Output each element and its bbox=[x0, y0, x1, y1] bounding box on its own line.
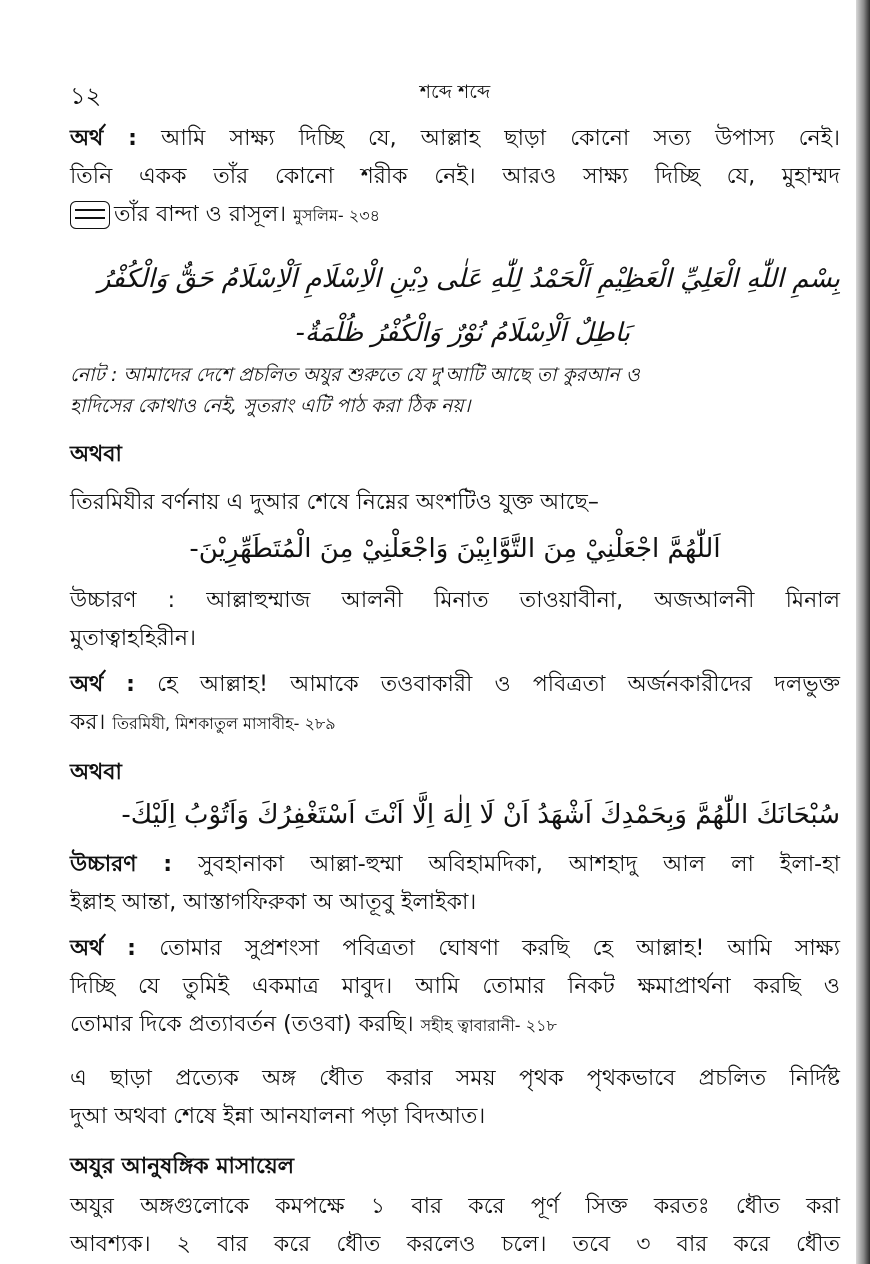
tirmidhi-intro bbox=[70, 484, 840, 522]
sallallahu-alaihi-wasallam-seal-icon bbox=[70, 201, 110, 229]
meaning-line-3: তোমার দিকে প্রত্যাবর্তন (তওবা) করছি। সহীহ ত্বাবারানী- ২১৮ bbox=[70, 1012, 557, 1037]
section-heading-masayel: অযুর আনুষঙ্গিক মাসায়েল bbox=[70, 1154, 295, 1179]
meaning-line-1: অর্থ : হে আল্লাহ! আমাকে তওবাকারী ও পবিত্রতা অর্জনকারীদের দলভুক্ত bbox=[70, 672, 841, 697]
bidah-line-1: এ ছাড়া প্রত্যেক অঙ্গ ধৌত করার সময় পৃথক পৃথকভাবে প্রচলিত নির্দিষ্ট bbox=[70, 1066, 840, 1091]
running-title: শব্দে শব্দে bbox=[419, 81, 491, 103]
pronunciation-line-1: উচ্চারণ : আল্লাহুম্মাজ আলনী মিনাত তাওয়াবীনা, অজআলনী মিনাল bbox=[70, 588, 840, 613]
arabic-line-1: بِسْمِ اللّٰهِ الْعَلِيِّ الْعَظِيْمِ اَلْحَمْدُ لِلّٰهِ عَلٰى دِيْنِ الْاِسْلَامِ اَلْاِسْلَامُ حَقٌّ وَالْكُفْرُ bbox=[97, 264, 840, 294]
reference: সহীহ ত্বাবারানী- ২১৮ bbox=[420, 1016, 557, 1035]
note-line-1: নোট : আমাদের দেশে প্রচলিত অযুর শুরুতে যে দু'আটি আছে তা কুরআন ও bbox=[70, 364, 640, 386]
arabic-dua-block-2 bbox=[70, 522, 840, 576]
masayel-line-1: অযুর অঙ্গগুলোকে কমপক্ষে ১ বার করে পূর্ণ সিক্ত করতঃ ধৌত করা bbox=[70, 1194, 840, 1219]
bidah-paragraph bbox=[70, 1060, 840, 1136]
meaning-label: অর্থ : bbox=[70, 672, 135, 697]
meaning-paragraph-3 bbox=[70, 930, 840, 1045]
reference: মুসলিম- ২৩৪ bbox=[293, 206, 380, 225]
meaning-line-2: তিনি একক তাঁর কোনো শরীক নেই। আরও সাক্ষ্য দিচ্ছি যে, মুহাম্মদ bbox=[70, 164, 840, 189]
page-header bbox=[70, 78, 840, 108]
meaning-paragraph-2 bbox=[70, 666, 840, 743]
reference: তিরমিযী, মিশকাতুল মাসাবীহ- ২৮৯ bbox=[112, 714, 336, 733]
arabic-line-2: بَاطِلٌ اَلْاِسْلَامُ نُوْرٌ وَالْكُفْرُ ظُلْمَةٌ- bbox=[295, 318, 630, 348]
page-number: ১২ bbox=[70, 82, 102, 110]
pronunciation-line-2: ইল্লাহ আন্তা, আস্তাগফিরুকা অ আতূবু ইলাইকা। bbox=[70, 890, 477, 915]
meaning-line-1: অর্থ : আমি সাক্ষ্য দিচ্ছি যে, আল্লাহ ছাড়া কোনো সত্য উপাস্য নেই। bbox=[70, 126, 840, 151]
pronunciation-label: উচ্চারণ : bbox=[70, 852, 173, 877]
pronunciation-line-2: মুতাত্বাহহিরীন। bbox=[70, 626, 196, 651]
meaning-label: অর্থ : bbox=[70, 936, 136, 961]
page-edge-shadow bbox=[856, 0, 870, 1264]
masayel-line-2: আবশ্যক। ২ বার করে ধৌত করলেও চলে। তবে ৩ বার করে ধৌত bbox=[70, 1232, 840, 1257]
note-line-2: হাদিসের কোথাও নেই, সুতরাং এটি পাঠ করা ঠিক নয়। bbox=[70, 395, 471, 417]
arabic-dua-block-1 bbox=[70, 252, 840, 360]
pronunciation-block-1 bbox=[70, 582, 840, 658]
bidah-line-2: দুআ অথবা শেষে ইন্না আনযালনা পড়া বিদআত। bbox=[70, 1104, 486, 1129]
meaning-line-2: কর। তিরমিযী, মিশকাতুল মাসাবীহ- ২৮৯ bbox=[70, 710, 336, 735]
section-heading-athoba-1: অথবা bbox=[70, 442, 122, 467]
arabic-line: اَللّٰهُمَّ اجْعَلْنِيْ مِنَ التَّوَّابِيْنَ وَاجْعَلْنِيْ مِنَ الْمُتَطَهِّرِيْنَ- bbox=[189, 534, 721, 564]
arabic-dua-block-3 bbox=[70, 788, 840, 842]
meaning-line-3: তাঁর বান্দা ও রাসূল। মুসলিম- ২৩৪ bbox=[70, 196, 840, 235]
meaning-line-2: দিচ্ছি যে তুমিই একমাত্র মাবুদ। আমি তোমার নিকট ক্ষমাপ্রার্থনা করছি ও bbox=[70, 974, 840, 999]
arabic-line: سُبْحَانَكَ اللّٰهُمَّ وَبِحَمْدِكَ اَشْهَدُ اَنْ لَا اِلٰهَ اِلَّا اَنْتَ اَسْتَغْفِرُكَ وَاَتُوْبُ اِلَيْكَ- bbox=[121, 800, 840, 830]
pronunciation-line-1: উচ্চারণ : সুবহানাকা আল্লা-হুম্মা অবিহামদিকা, আশহাদু আল লা ইলা-হা bbox=[70, 852, 840, 877]
section-heading-athoba-2: অথবা bbox=[70, 760, 122, 785]
masayel-paragraph bbox=[70, 1188, 840, 1264]
meaning-paragraph-1 bbox=[70, 120, 840, 235]
meaning-label: অর্থ : bbox=[70, 126, 137, 151]
meaning-line-1: অর্থ : তোমার সুপ্রশংসা পবিত্রতা ঘোষণা করছি হে আল্লাহ! আমি সাক্ষ্য bbox=[70, 936, 840, 961]
intro-line: তিরমিযীর বর্ণনায় এ দুআর শেষে নিম্নের অংশটিও যুক্ত আছে– bbox=[70, 490, 599, 515]
pronunciation-block-2 bbox=[70, 846, 840, 922]
note-block bbox=[70, 360, 840, 422]
